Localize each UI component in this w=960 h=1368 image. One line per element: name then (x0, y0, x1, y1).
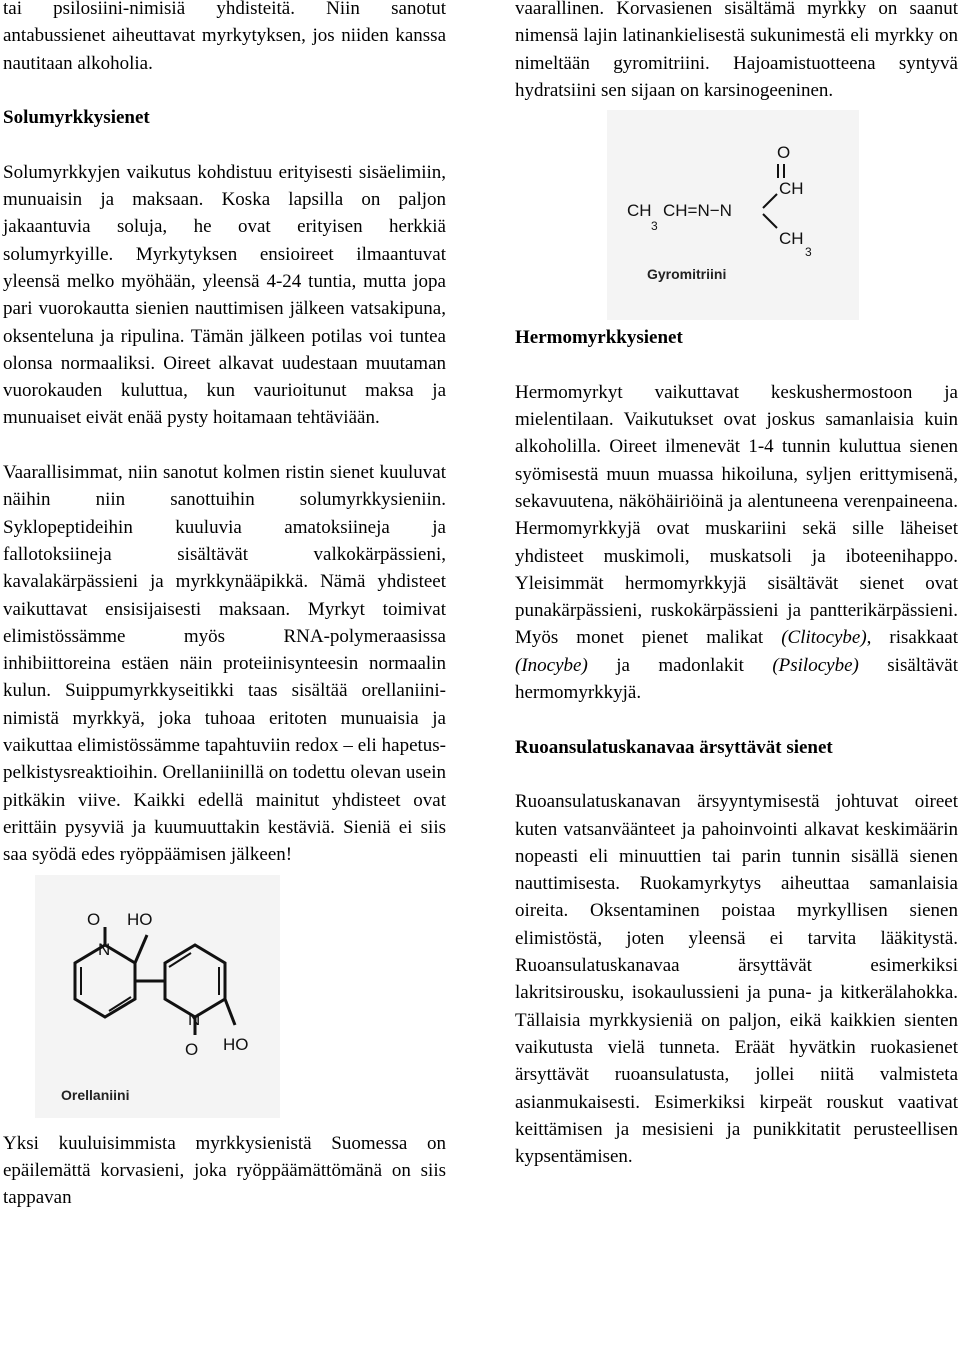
heading-ruoansulatus: Ruoansulatuskanavaa ärsyttävät sienet (515, 736, 833, 758)
gyromitrin-structure-drawing (607, 110, 859, 320)
intro-paragraph: tai psilosiini-nimisiä yhdisteitä. Niin sanotut antabussienet aiheuttavat myrkytyksen, jos niiden kanssa nautitaan alkoholia. (3, 0, 446, 74)
hermomyrkky-text-2: , risakkaat (866, 627, 959, 649)
gyromitrin-structure-figure (607, 110, 859, 320)
gyromitrin-caption: Gyromitriini (647, 266, 727, 283)
heading-hermomyrkkysienet: Hermomyrkkysienet (515, 327, 683, 349)
hermomyrkky-text-1: Hermomyrkyt vaikuttavat keskushermostoon ja mielentilaan. Vaikutukset ovat joskus samanlaisia kuin alkoholilla. Oireet ilmenevät 1-4 tunnin kuluttua sienen syömisestä muun muassa hikoiluna, syljen erittymisenä, sekavuutena, näköhäiriöinä ja alentuneena verenpaineena. Hermomyrkkyjä ovat muskariini sekä sille läheiset yhdisteet muskimoli, muskatsoli ja iboteenihappo. Yleisimmät hermomyrkkyjä sisältävät sienet ovat punakärpässieni, ruskokärpässieni ja pantterikärpässieni. Myös monet pienet malikat (515, 381, 958, 649)
gyro-sub-3-left: 3 (651, 219, 658, 234)
gyro-label-ch3-right: CH (779, 229, 804, 249)
orel-label-ho2: HO (223, 1034, 249, 1054)
genus-psilocybe: (Psilocybe) (772, 654, 859, 676)
orel-label-n1: N (98, 939, 111, 959)
hermomyrkky-text-3: ja madonlakit (587, 654, 773, 676)
korvasieni-paragraph: Yksi kuuluisimmista myrkkysienistä Suomessa on epäilemättä korvasieni, joka ryöppäämättömänä on siis tappavan (3, 1132, 446, 1209)
ruoansulatus-paragraph: Ruoansulatuskanavan ärsyyntymisestä johtuvat oireet kuten vatsanväänteet ja pahoinvointi alkavat keskimäärin nopeasti eli minuuttien tai parin tunnin sisällä sienen nauttimisesta. Ruokamyrkytys aiheuttaa samanlaisia oireita. Oksentaminen poistaa myrkyllisen sienen elimistöstä, joten yleensä ei tarvita lääkitystä. Ruoansulatuskanavaa ärsyttävät esimerkiksi lakritsirousku, isokaulussieni ja puna- ja kitkerälahokka. Tällaisia myrkkysieniä on paljon, eikä kaikkien sienten vaikutusta vielä tunneta. Eräät hyvätkin ruokasienet ärsyttävät ruoansulatusta, jollei niitä valmisteta asianmukaisesti. Esimerkiksi kirpeät rouskut vaativat keittämisen ja mesisieni ja punikkitatit perusteellisen kypsentämisen. (515, 791, 958, 1168)
orel-label-n2: N (188, 1009, 201, 1029)
orellanine-caption: Orellaniini (61, 1086, 130, 1103)
solumyrkky-paragraph-1: Solumyrkkyjen vaikutus kohdistuu erityisesti sisäelimiin, munuaisin ja maksaan. Koska lapsilla on paljon jakaantuvia soluja, he ovat erityisen herkkiä solumyrkyille. Myrkytyksen ensioireet ilmaantuvat yleensä melko myöhään, yleensä 4-24 tuntia, mutta jopa pari vuorokautta sienien nauttimisen jälkeen vatsakipuna, oksenteluna ja ripulina. Tämän jälkeen potilas voi tuntea olonsa normaaliksi. Oireet alkavat uudestaan muutaman vuorokauden kuluttua, kun vaurioitunut maksa ja munuaiset eivät enää pysty hoitamaan tehtäviään. (3, 161, 446, 429)
hermomyrkky-text-4: sisältävät hermomyrkkyjä. (515, 654, 958, 704)
orel-label-ho1: HO (127, 909, 153, 929)
gyro-label-ch: CH (779, 179, 804, 199)
gyro-sub-3-right: 3 (805, 245, 812, 260)
right-column (515, 0, 958, 1170)
orellanine-structure-drawing (35, 875, 280, 1118)
orellanine-structure-figure (35, 875, 280, 1118)
heading-solumyrkkysienet: Solumyrkkysienet (3, 107, 150, 129)
gyro-label-chain: CH=N−N (663, 201, 732, 221)
genus-inocybe: (Inocybe) (515, 654, 588, 676)
genus-clitocybe: (Clitocybe) (781, 627, 867, 649)
gyro-label-ch3-left: CH (627, 201, 652, 221)
solumyrkky-paragraph-2: Vaarallisimmat, niin sanotut kolmen ristin sienet kuuluvat näihin niin sanottuihin solumyrkkysieniin. Syklopeptideihin kuuluvia amatoksiineja ja fallotoksiineja sisältävät valkokärpässieni, kavalakärpässieni ja myrkkynääpikkä. Nämä yhdisteet vaikuttavat ensisijaisesti maksaan. Myrkyt toimivat elimistössämme myös RNA-polymeraasissa inhibiittoreina estäen näin proteiinisynteesin normaalin kulun. Suippumyrkkyseitikki taas sisältää orellaniini-nimistä myrkkyä, joka tuhoaa eritoten munuaisia ja vaikuttaa elimistössämme tapahtuviin redox – eli hapetus-pelkistysreaktioihin. Orellaniinillä on todettu olevan usein pitkäkin viive. Kaikki edellä mainitut yhdisteet ovat erittäin pysyviä ja kuumuuttakin kestäviä. Sieniä ei siis saa syödä edes ryöppäämisen jälkeen! (3, 462, 446, 866)
gyro-label-o: O (777, 143, 791, 163)
hermomyrkky-paragraph (515, 379, 958, 707)
left-column (3, 0, 446, 1211)
korvasieni-continuation-paragraph: vaarallinen. Korvasienen sisältämä myrkky on saanut nimensä lajin latinankielisestä sukunimestä eli myrkky on nimeltään gyromitriini. Hajoamistuotteena syntyvä hydratsiini sen sijaan on karsinogeeninen. (515, 0, 958, 101)
orel-label-o2: O (185, 1039, 199, 1059)
orel-label-o1: O (87, 909, 101, 929)
